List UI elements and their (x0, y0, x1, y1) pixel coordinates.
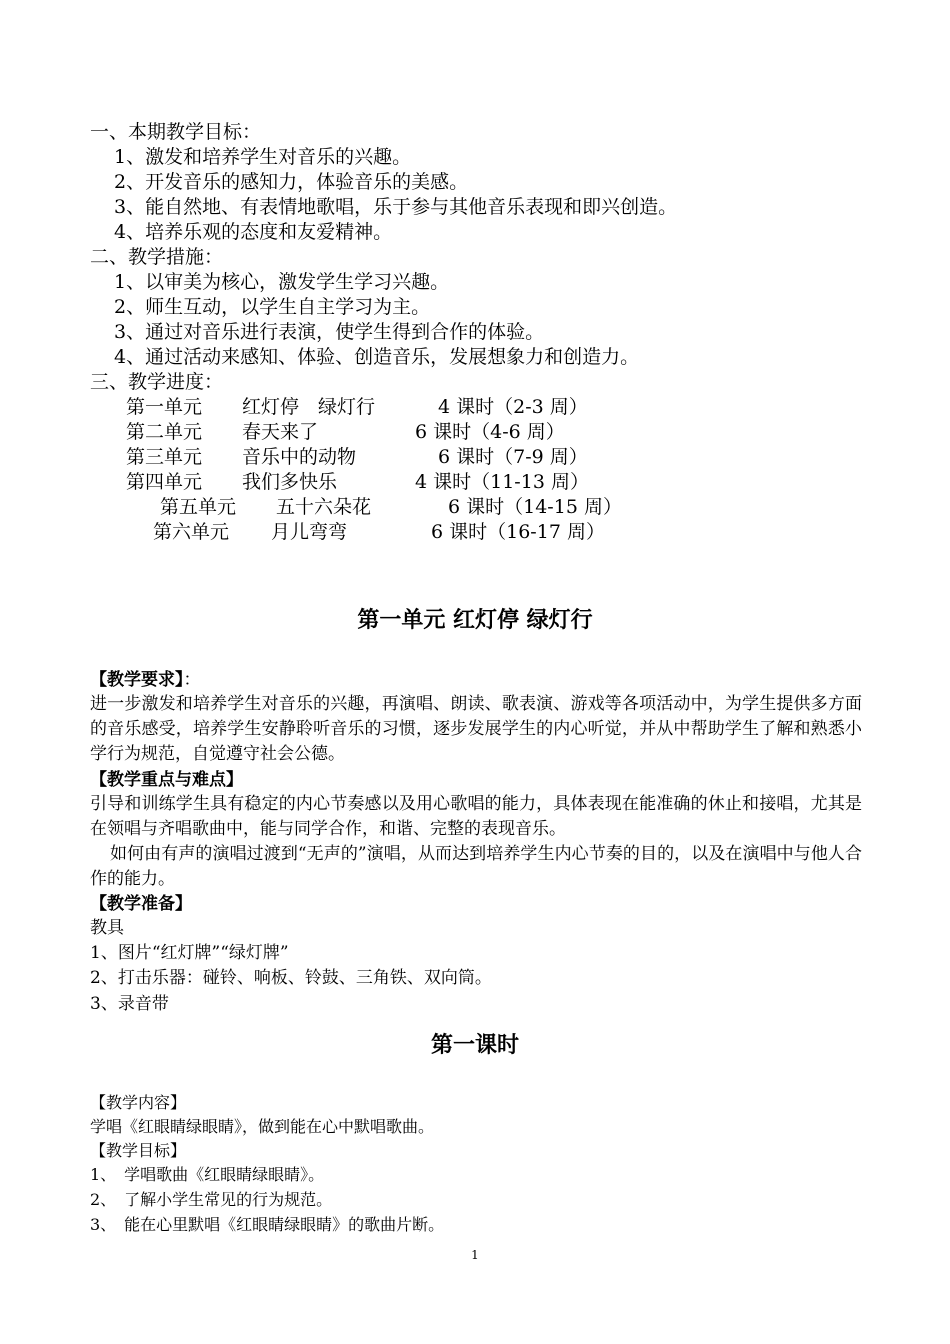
content-label: 【教学内容】 (90, 1093, 187, 1112)
requirements-label: 【教学要求】 (90, 670, 184, 690)
schedule-unit: 第一单元 (126, 396, 203, 418)
schedule-row (126, 420, 565, 445)
schedule-title: 音乐中的动物 (242, 446, 357, 468)
schedule-unit: 第五单元 (160, 496, 237, 518)
requirements-label-line (90, 668, 201, 692)
measures-heading: 二、教学措施： (90, 246, 224, 268)
schedule-unit: 第四单元 (126, 471, 203, 493)
goals-label: 【教学目标】 (90, 1141, 187, 1160)
prep-label: 【教学准备】 (90, 894, 192, 914)
prep-item: 3、录音带 (90, 994, 169, 1014)
schedule-hours: 6 课时（14-15 周） (448, 496, 622, 518)
schedule-unit: 第六单元 (153, 521, 230, 543)
goal-item: 2、 了解小学生常见的行为规范。 (90, 1190, 333, 1209)
schedule-unit: 第三单元 (126, 446, 203, 468)
requirements-colon: ： (183, 670, 201, 690)
objective-item: 2、开发音乐的感知力，体验音乐的美感。 (114, 171, 469, 193)
schedule-title: 红灯停 绿灯行 (242, 396, 376, 418)
schedule-row (126, 395, 588, 420)
schedule-row (153, 520, 605, 545)
measure-item: 1、以审美为核心，激发学生学习兴趣。 (114, 271, 450, 293)
schedule-title: 我们多快乐 (242, 471, 338, 493)
focus-text: 如何由有声的演唱过渡到“无声的”演唱，从而达到培养学生内心节奏的目的，以及在演唱中与他人合作的能力。 (90, 844, 862, 889)
lesson-title: 第一课时 (430, 1033, 519, 1058)
objectives-heading: 一、本期教学目标： (90, 121, 262, 143)
prep-item: 2、打击乐器：碰铃、响板、铃鼓、三角铁、双向筒。 (90, 968, 492, 988)
schedule-hours: 6 课时（4-6 周） (415, 421, 565, 443)
content-text: 学唱《红眼睛绿眼睛》，做到能在心中默唱歌曲。 (90, 1117, 435, 1136)
schedule-row (160, 495, 622, 520)
requirements-text: 进一步激发和培养学生对音乐的兴趣，再演唱、朗读、歌表演、游戏等各项活动中，为学生提供多方面的音乐感受，培养学生安静聆听音乐的习惯，逐步发展学生的内心听觉，并从中帮助学生了解和熟悉小学行为规范，自觉遵守社会公德。 (90, 694, 862, 764)
schedule-hours: 6 课时（7-9 周） (438, 446, 588, 468)
focus-text: 引导和训练学生具有稳定的内心节奏感以及用心歌唱的能力，具体表现在能准确的休止和接唱，尤其是在领唱与齐唱歌曲中，能与同学合作，和谐、完整的表现音乐。 (90, 794, 862, 839)
schedule-unit: 第二单元 (126, 421, 203, 443)
measure-item: 3、通过对音乐进行表演，使学生得到合作的体验。 (114, 321, 545, 343)
prep-item: 教具 (90, 918, 124, 938)
schedule-hours: 4 课时（11-13 周） (415, 471, 589, 493)
objective-item: 4、培养乐观的态度和友爱精神。 (114, 221, 393, 243)
schedule-title: 五十六朵花 (276, 496, 372, 518)
schedule-heading: 三、教学进度： (90, 371, 224, 393)
objective-item: 3、能自然地、有表情地歌唱，乐于参与其他音乐表现和即兴创造。 (114, 196, 678, 218)
measure-item: 4、通过活动来感知、体验、创造音乐，发展想象力和创造力。 (114, 346, 640, 368)
unit-title: 第一单元 红灯停 绿灯行 (357, 608, 593, 633)
focus-label: 【教学重点与难点】 (90, 770, 243, 790)
schedule-row (126, 445, 588, 470)
schedule-hours: 6 课时（16-17 周） (431, 521, 605, 543)
measure-item: 2、师生互动，以学生自主学习为主。 (114, 296, 431, 318)
schedule-hours: 4 课时（2-3 周） (438, 396, 588, 418)
prep-item: 1、图片“红灯牌”“绿灯牌” (90, 943, 289, 963)
schedule-title: 月儿弯弯 (271, 521, 348, 543)
page-number: 1 (471, 1248, 479, 1262)
objective-item: 1、激发和培养学生对音乐的兴趣。 (114, 146, 412, 168)
schedule-row (126, 470, 589, 495)
goal-item: 3、 能在心里默唱《红眼睛绿眼睛》的歌曲片断。 (90, 1215, 445, 1234)
goal-item: 1、 学唱歌曲《红眼睛绿眼睛》。 (90, 1165, 325, 1184)
schedule-title: 春天来了 (242, 421, 319, 443)
